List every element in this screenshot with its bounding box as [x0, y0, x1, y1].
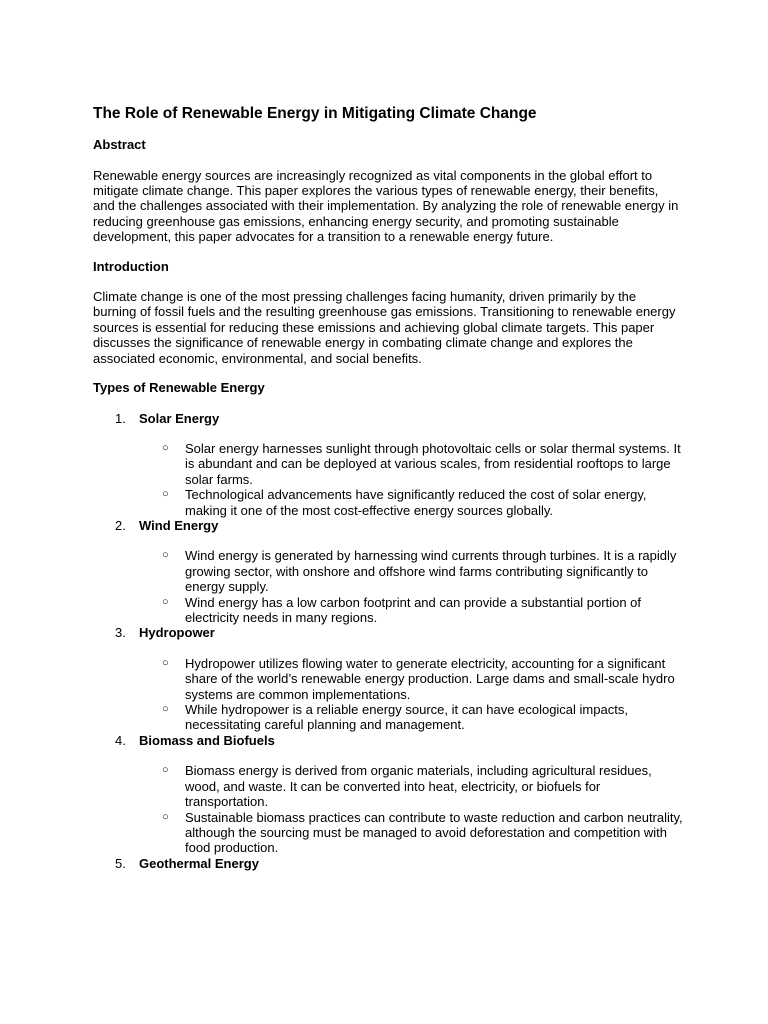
list-number: 3.: [115, 625, 126, 641]
introduction-text: Climate change is one of the most pressing challenges facing humanity, driven primarily by the burning of fossil fuels and the resulting greenhouse gas emissions. Transitioning to renewable energy sources is essential for reducing these emissions and achieving global climate targets. This paper discusses the significance of renewable energy in combating climate change and explores the associated economic, environmental, and social benefits.: [93, 289, 676, 366]
list-number: 4.: [115, 732, 126, 748]
type-title: Geothermal Energy: [139, 855, 259, 871]
types-heading: Types of Renewable Energy: [93, 380, 265, 396]
list-item: [139, 810, 683, 856]
bullet-text: Technological advancements have significantly reduced the cost of solar energy, making it one of the most cost-effective energy sources globally.: [185, 487, 647, 518]
circle-bullet-icon: ○: [162, 595, 169, 608]
introduction-heading: Introduction: [93, 258, 169, 274]
circle-bullet-icon: ○: [162, 656, 169, 669]
list-item: [139, 441, 683, 487]
circle-bullet-icon: ○: [162, 703, 169, 716]
bullet-text: Biomass energy is derived from organic materials, including agricultural residues, wood, and waste. It can be converted into heat, electricity, or biofuels for transportation.: [185, 763, 652, 810]
bullet-list: [139, 441, 683, 518]
type-title: Biomass and Biofuels: [139, 732, 275, 748]
list-item: [139, 763, 683, 809]
circle-bullet-icon: ○: [162, 764, 169, 777]
bullet-text: While hydropower is a reliable energy source, it can have ecological impacts, necessitating careful planning and management.: [185, 702, 628, 733]
list-number: 2.: [115, 518, 126, 533]
type-item-geothermal: [93, 856, 683, 871]
list-item: [139, 548, 683, 594]
type-title: Hydropower: [139, 625, 215, 641]
list-number: 1.: [115, 410, 126, 426]
list-item: [139, 702, 683, 733]
bullet-list: [139, 763, 683, 855]
bullet-text: Wind energy is generated by harnessing wind currents through turbines. It is a rapidly growing sector, with onshore and offshore wind farms contributing significantly to energy supply.: [185, 548, 677, 595]
abstract-text: Renewable energy sources are increasingly recognized as vital components in the global effort to mitigate climate change. This paper explores the various types of renewable energy, their benefits, and the challenges associated with their implementation. By analyzing the role of renewable energy in reducing greenhouse gas emissions, enhancing energy security, and promoting sustainable development, this paper advocates for a transition to a renewable energy future.: [93, 167, 679, 245]
type-title: Solar Energy: [139, 410, 220, 426]
circle-bullet-icon: ○: [162, 441, 169, 454]
type-title: Wind Energy: [139, 518, 219, 533]
list-item: [139, 487, 683, 518]
circle-bullet-icon: ○: [162, 810, 169, 823]
types-list: [93, 411, 683, 872]
list-item: [139, 656, 683, 702]
bullet-text: Sustainable biomass practices can contribute to waste reduction and carbon neutrality, although the sourcing must be managed to avoid deforestation and competition with food production.: [185, 809, 683, 856]
bullet-text: Hydropower utilizes flowing water to generate electricity, accounting for a significant share of the world’s renewable energy production. Large dams and small-scale hydro systems are common implementations.: [185, 655, 675, 702]
list-number: 5.: [115, 855, 126, 871]
type-item-solar: [93, 411, 683, 518]
circle-bullet-icon: ○: [162, 488, 169, 501]
list-item: [139, 595, 683, 626]
circle-bullet-icon: ○: [162, 549, 169, 562]
type-item-hydropower: [93, 625, 683, 732]
document-title: The Role of Renewable Energy in Mitigating Climate Change: [93, 105, 537, 122]
bullet-list: [139, 548, 683, 625]
type-item-wind: [93, 518, 683, 625]
bullet-list: [139, 656, 683, 733]
abstract-heading: Abstract: [93, 137, 146, 152]
bullet-text: Solar energy harnesses sunlight through photovoltaic cells or solar thermal systems. It is abundant and can be deployed at various scales, from residential rooftops to large solar farms.: [185, 440, 681, 487]
bullet-text: Wind energy has a low carbon footprint and can provide a substantial portion of electricity needs in many regions.: [185, 594, 641, 626]
type-item-biomass: [93, 733, 683, 856]
document-page: [93, 104, 683, 886]
